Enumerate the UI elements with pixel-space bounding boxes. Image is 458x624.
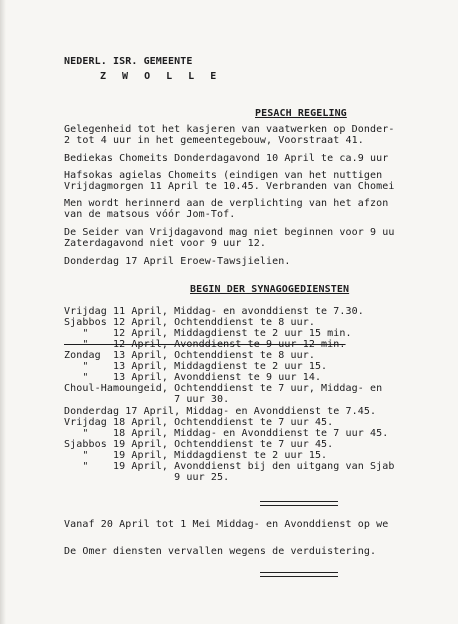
intro-line: Donderdag 17 April Eroew-Tawsjielien. xyxy=(64,256,291,267)
services-title: BEGIN DER SYNAGOGEDIENSTEN xyxy=(190,284,350,295)
service-line: Donderdag 17 April, Middag- en Avonddienst te 7.45. xyxy=(64,406,377,417)
service-line: " 19 April, Avonddienst bij den uitgang van Sjab xyxy=(64,461,395,472)
service-line: " 12 April, Middagdienst te 2 uur 15 min. xyxy=(64,328,352,339)
header-org: NEDERL. ISR. GEMEENTE xyxy=(64,56,193,67)
intro-line: Gelegenheid tot het kasjeren van vaatwerken op Donder- xyxy=(64,124,395,135)
service-line: Sjabbos 12 April, Ochtenddienst te 8 uur. xyxy=(64,317,315,328)
service-line: Vrijdag 18 April, Ochtenddienst te 7 uur 45. xyxy=(64,417,334,428)
service-line: Sjabbos 19 April, Ochtenddienst te 7 uur 45. xyxy=(64,439,334,450)
service-line: " 12 April, Avonddienst te 9 uur 12 min. xyxy=(64,339,346,350)
service-line: Choul-Hamoungeid, Ochtenddienst te 7 uur, Middag- en xyxy=(64,383,383,394)
service-line: " 18 April, Middag- en Avonddienst te 7 uur 45. xyxy=(64,428,389,439)
scan-edge xyxy=(0,0,6,624)
intro-line: Vrijdagmorgen 11 April te 10.45. Verbranden van Chomei xyxy=(64,181,395,192)
intro-line: van de matsous vóór Jom-Tof. xyxy=(64,209,236,220)
service-line: " 13 April, Avonddienst te 9 uur 14. xyxy=(64,372,322,383)
intro-line: Zaterdagavond niet voor 9 uur 12. xyxy=(64,238,266,249)
intro-line: Men wordt herinnerd aan de verplichting van het afzon xyxy=(64,198,389,209)
footer-line: Vanaf 20 April tot 1 Mei Middag- en Avonddienst op we xyxy=(64,519,389,530)
intro-line: De Seider van Vrijdagavond mag niet beginnen voor 9 uu xyxy=(64,227,395,238)
service-line: " 13 April, Middagdienst te 2 uur 15. xyxy=(64,361,328,372)
footer-line: De Omer diensten vervallen wegens de verduistering. xyxy=(64,546,377,557)
service-line: Zondag 13 April, Ochtenddienst te 8 uur. xyxy=(64,350,315,361)
intro-line: 2 tot 4 uur in het gemeentegebouw, Voorstraat 41. xyxy=(64,135,364,146)
intro-line: Hafsokas agielas Chomeits (eindigen van het nuttigen xyxy=(64,170,383,181)
service-line: 7 uur 30. xyxy=(64,394,230,405)
header-city: Z W O L L E xyxy=(100,71,222,82)
intro-line: Bediekas Chomeits Donderdagavond 10 April te ca.9 uur xyxy=(64,153,389,164)
service-line: 9 uur 25. xyxy=(64,472,230,483)
title: PESACH REGELING xyxy=(255,108,347,119)
service-line: " 19 April, Middagdienst te 2 uur 15. xyxy=(64,450,328,461)
divider xyxy=(260,501,338,506)
service-line: Vrijdag 11 April, Middag- en avonddienst te 7.30. xyxy=(64,306,364,317)
divider xyxy=(260,572,338,577)
